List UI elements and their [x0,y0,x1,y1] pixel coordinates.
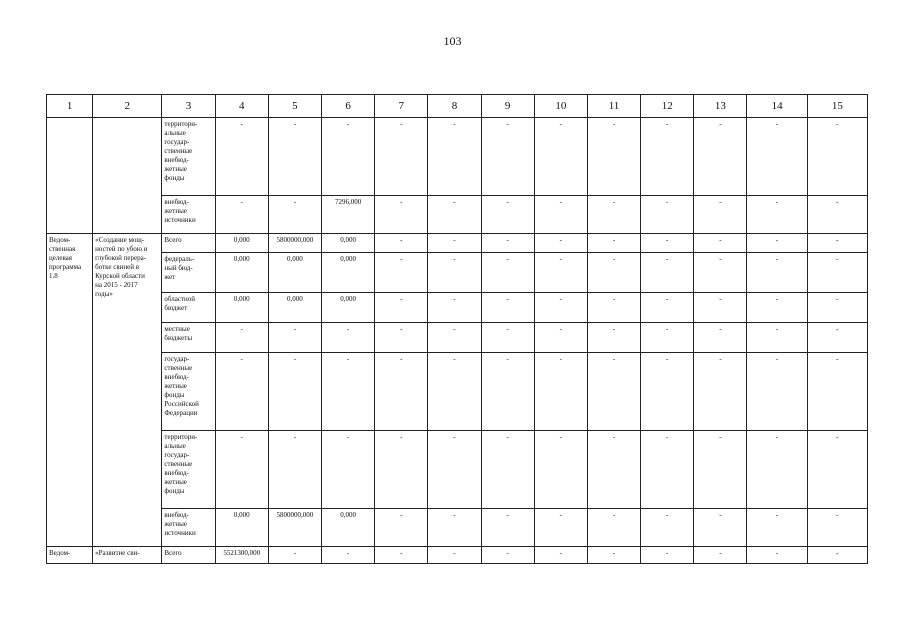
value-cell: - [481,353,534,431]
value-cell: - [641,353,694,431]
column-header-4: 4 [215,95,268,118]
value-cell: - [747,293,807,323]
value-cell: 5800000,000 [268,234,321,253]
value-cell: - [428,253,481,293]
value-cell: - [428,509,481,547]
value-cell: - [375,118,428,196]
funding-source-cell: федераль- ный бюд- жет [162,253,215,293]
value-cell: - [428,234,481,253]
value-cell: - [321,118,374,196]
value-cell: - [694,509,747,547]
value-cell: - [641,253,694,293]
value-cell: - [807,234,867,253]
value-cell: - [321,431,374,509]
value-cell: - [268,323,321,353]
value-cell: - [747,234,807,253]
value-cell: - [481,509,534,547]
value-cell: - [587,234,640,253]
value-cell: - [428,293,481,323]
value-cell: - [694,196,747,234]
column-header-12: 12 [641,95,694,118]
value-cell: - [428,196,481,234]
funding-source-cell: местные бюджеты [162,323,215,353]
value-cell: - [694,234,747,253]
value-cell: - [747,253,807,293]
value-cell: - [641,323,694,353]
value-cell: - [534,323,587,353]
value-cell: - [534,234,587,253]
column-header-8: 8 [428,95,481,118]
value-cell: - [481,547,534,564]
value-cell: - [481,431,534,509]
value-cell: - [807,293,867,323]
value-cell: - [534,509,587,547]
value-cell: - [375,509,428,547]
value-cell: - [587,431,640,509]
value-cell: - [747,431,807,509]
value-cell: - [587,118,640,196]
value-cell: - [807,253,867,293]
value-cell: 0,000 [215,293,268,323]
value-cell: 0,000 [321,509,374,547]
value-cell: 0,000 [268,253,321,293]
table-row [47,431,868,509]
column-header-5: 5 [268,95,321,118]
funding-source-cell: Всего [162,234,215,253]
value-cell: - [481,323,534,353]
column-header-7: 7 [375,95,428,118]
value-cell: 7296,000 [321,196,374,234]
value-cell: - [375,196,428,234]
value-cell: - [215,353,268,431]
value-cell: - [694,118,747,196]
table-row [47,323,868,353]
value-cell: - [428,323,481,353]
table-row [47,118,868,196]
value-cell: - [268,353,321,431]
value-cell: 0,000 [321,293,374,323]
table-row [47,293,868,323]
value-cell: - [747,323,807,353]
value-cell: - [481,253,534,293]
table-row [47,234,868,253]
value-cell: 0,000 [268,293,321,323]
value-cell: - [268,118,321,196]
program-name-cell: «Создание мощ- ностей по убою и глубокой перера- ботке свиней в Курской области на 2015 - 2017 годы» [93,234,162,547]
column-header-13: 13 [694,95,747,118]
value-cell: - [641,293,694,323]
table-row [47,547,868,564]
value-cell: - [534,293,587,323]
value-cell: - [428,118,481,196]
value-cell: - [215,118,268,196]
value-cell: - [747,353,807,431]
value-cell: - [747,196,807,234]
budget-table [46,94,868,564]
value-cell: - [375,234,428,253]
table-row [47,509,868,547]
program-code-cell: Ведом- [47,547,93,564]
value-cell: - [428,547,481,564]
value-cell: - [807,547,867,564]
table-row [47,353,868,431]
funding-source-cell: территори- альные государ- ственные внебюд- жетные фонды [162,431,215,509]
value-cell: - [534,547,587,564]
funding-source-cell: внебюд- жетные источники [162,196,215,234]
value-cell: 0,000 [215,509,268,547]
value-cell: - [215,323,268,353]
value-cell: - [694,253,747,293]
page-number: 103 [443,34,462,48]
table-row [47,253,868,293]
value-cell: - [215,431,268,509]
value-cell: - [534,196,587,234]
value-cell: - [428,431,481,509]
value-cell: - [268,547,321,564]
value-cell: - [268,196,321,234]
funding-source-cell: областной бюджет [162,293,215,323]
value-cell: - [807,353,867,431]
value-cell: - [641,509,694,547]
value-cell: - [694,323,747,353]
column-header-10: 10 [534,95,587,118]
value-cell: - [694,353,747,431]
column-header-14: 14 [747,95,807,118]
value-cell: - [747,509,807,547]
funding-source-cell: внебюд- жетные источники [162,509,215,547]
value-cell: - [481,118,534,196]
value-cell: - [534,118,587,196]
value-cell: - [375,293,428,323]
program-name-cell: «Развитие сви- [93,547,162,564]
value-cell: - [481,293,534,323]
value-cell: - [807,196,867,234]
program-code-cell [47,118,93,234]
value-cell: 0,000 [321,234,374,253]
value-cell: 5800000,000 [268,509,321,547]
value-cell: 0,000 [215,234,268,253]
value-cell: - [694,547,747,564]
value-cell: - [587,509,640,547]
value-cell: - [321,547,374,564]
value-cell: - [807,509,867,547]
value-cell: - [534,253,587,293]
value-cell: 0,000 [321,253,374,293]
value-cell: - [215,196,268,234]
value-cell: - [321,323,374,353]
value-cell: - [268,431,321,509]
program-name-cell [93,118,162,234]
value-cell: - [375,253,428,293]
table-row [47,196,868,234]
column-header-6: 6 [321,95,374,118]
column-header-11: 11 [587,95,640,118]
value-cell: - [587,547,640,564]
value-cell: - [807,323,867,353]
column-header-2: 2 [93,95,162,118]
value-cell: - [694,293,747,323]
value-cell: - [587,196,640,234]
program-code-cell: Ведом- ственная целевая программа 1.8 [47,234,93,547]
value-cell: - [375,547,428,564]
value-cell: - [807,118,867,196]
value-cell: - [375,353,428,431]
value-cell: - [641,234,694,253]
value-cell: - [587,323,640,353]
value-cell: - [641,118,694,196]
value-cell: - [747,118,807,196]
value-cell: - [375,323,428,353]
funding-source-cell: территори- альные государ- ственные внебюд- жетные фонды [162,118,215,196]
value-cell: - [481,234,534,253]
header-row [47,95,868,118]
column-header-9: 9 [481,95,534,118]
funding-source-cell: Всего [162,547,215,564]
value-cell: - [587,353,640,431]
value-cell: - [321,353,374,431]
column-header-1: 1 [47,95,93,118]
value-cell: - [807,431,867,509]
value-cell: - [428,353,481,431]
value-cell: - [375,431,428,509]
value-cell: 0,000 [215,253,268,293]
column-header-3: 3 [162,95,215,118]
value-cell: - [481,196,534,234]
value-cell: - [641,547,694,564]
value-cell: - [694,431,747,509]
column-header-15: 15 [807,95,867,118]
value-cell: - [534,353,587,431]
value-cell: - [641,196,694,234]
funding-source-cell: государ- ственные внебюд- жетные фонды Российской Федерации [162,353,215,431]
value-cell: - [641,431,694,509]
value-cell: - [587,293,640,323]
value-cell: - [747,547,807,564]
value-cell: - [587,253,640,293]
value-cell: - [534,431,587,509]
value-cell: 5521300,000 [215,547,268,564]
